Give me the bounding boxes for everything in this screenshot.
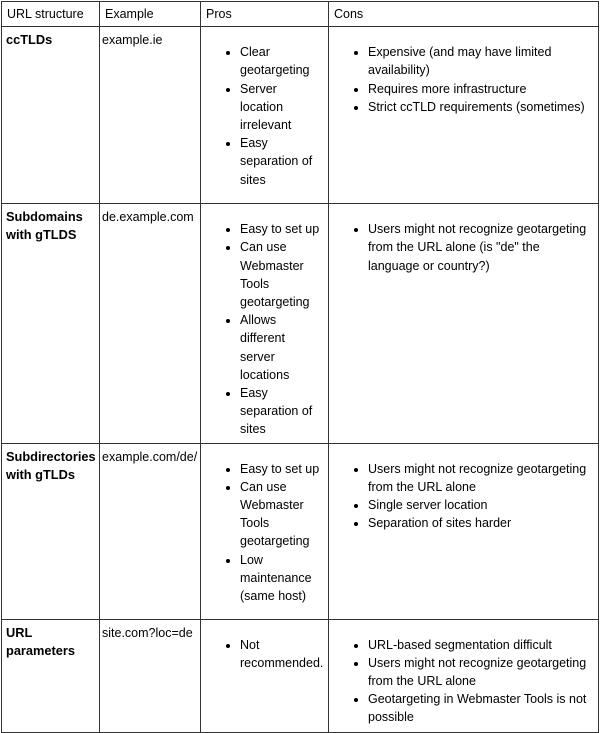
cons-item: • Users might not recognize geotargeting from the URL alone bbox=[368, 460, 593, 496]
pros-list bbox=[206, 220, 323, 438]
header-cons: Cons bbox=[329, 2, 599, 27]
pros-item: • Can use Webmaster Tools geotargeting bbox=[240, 478, 323, 551]
cons-list bbox=[334, 220, 593, 275]
cons-item: • Strict ccTLD requirements (sometimes) bbox=[368, 98, 593, 116]
header-example: Example bbox=[100, 2, 201, 27]
pros-item: • Clear geotargeting bbox=[240, 43, 323, 79]
pros-list bbox=[206, 43, 323, 189]
table-row bbox=[2, 204, 599, 443]
cons-list bbox=[334, 636, 593, 727]
cons-cell bbox=[329, 619, 599, 732]
pros-item: • Not recommended. bbox=[240, 636, 323, 672]
table-row bbox=[2, 27, 599, 204]
pros-item: • Allows different server locations bbox=[240, 311, 323, 384]
pros-item: • Easy separation of sites bbox=[240, 384, 323, 439]
header-row bbox=[2, 2, 599, 27]
cons-item: • Expensive (and may have limited availability) bbox=[368, 43, 593, 79]
row-example: example.com/de/ bbox=[100, 443, 201, 619]
pros-list bbox=[206, 636, 323, 672]
pros-cell bbox=[201, 619, 329, 732]
pros-item: • Low maintenance (same host) bbox=[240, 551, 323, 606]
cons-item: • Single server location bbox=[368, 496, 593, 514]
row-name: ccTLDs bbox=[2, 27, 100, 204]
row-example: de.example.com bbox=[100, 204, 201, 443]
pros-cell bbox=[201, 204, 329, 443]
pros-cell bbox=[201, 443, 329, 619]
cons-list bbox=[334, 460, 593, 533]
cons-item: • Separation of sites harder bbox=[368, 514, 593, 532]
pros-item: • Easy separation of sites bbox=[240, 134, 323, 189]
cons-cell bbox=[329, 204, 599, 443]
table-row bbox=[2, 619, 599, 732]
table-row bbox=[2, 443, 599, 619]
pros-cell bbox=[201, 27, 329, 204]
cons-cell bbox=[329, 443, 599, 619]
pros-list bbox=[206, 460, 323, 606]
row-name: Subdomains with gTLDS bbox=[2, 204, 100, 443]
cons-list bbox=[334, 43, 593, 116]
pros-item: • Can use Webmaster Tools geotargeting bbox=[240, 238, 323, 311]
row-name: Subdirectories with gTLDs bbox=[2, 443, 100, 619]
row-name: URL parameters bbox=[2, 619, 100, 732]
pros-item: • Easy to set up bbox=[240, 460, 323, 478]
cons-cell bbox=[329, 27, 599, 204]
pros-item: • Server location irrelevant bbox=[240, 80, 323, 135]
cons-item: • Users might not recognize geotargeting from the URL alone bbox=[368, 654, 593, 690]
cons-item: • Users might not recognize geotargeting from the URL alone (is "de" the language or country?) bbox=[368, 220, 593, 275]
cons-item: • Requires more infrastructure bbox=[368, 80, 593, 98]
cons-item: • Geotargeting in Webmaster Tools is not possible bbox=[368, 690, 593, 726]
header-pros: Pros bbox=[201, 2, 329, 27]
cons-item: • URL-based segmentation difficult bbox=[368, 636, 593, 654]
pros-item: • Easy to set up bbox=[240, 220, 323, 238]
header-url-structure: URL structure bbox=[2, 2, 100, 27]
row-example: site.com?loc=de bbox=[100, 619, 201, 732]
url-structure-table bbox=[1, 1, 599, 733]
row-example: example.ie bbox=[100, 27, 201, 204]
